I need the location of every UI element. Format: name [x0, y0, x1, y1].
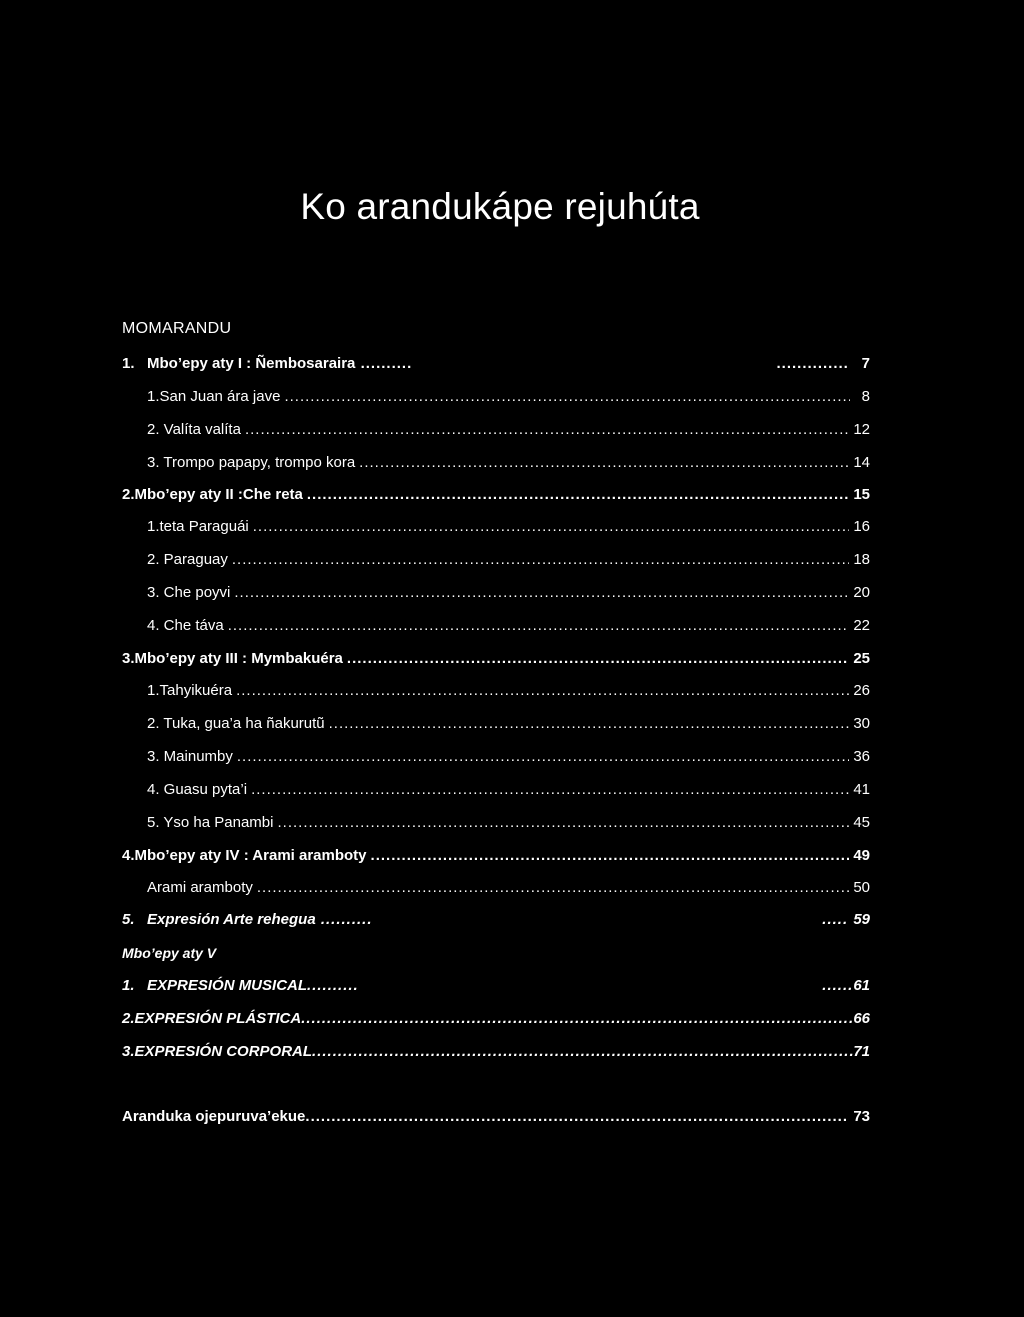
toc-entry-page: 26 [853, 682, 870, 699]
toc-entry-title: 3. Che poyvi [147, 584, 231, 601]
toc-leader-dots [359, 454, 849, 472]
toc-entry-title: Mbo’epy aty I : Ñembosaraira [147, 355, 356, 372]
toc-entry-title: 4. Guasu pyta’i [147, 781, 248, 798]
toc-leader-dots [251, 781, 849, 799]
toc-entry-title: 5. Yso ha Panambi [147, 814, 274, 831]
toc-entry-expression[interactable] [122, 1010, 870, 1028]
toc-entry-title: Aranduka ojepuruva’ekue [122, 1108, 306, 1125]
toc-entry-number: 3. [122, 650, 135, 667]
toc-entry-page: 30 [853, 715, 870, 732]
toc-entry-title: Mbo’epy aty III : Mymbakuéra [134, 650, 343, 667]
toc-entry-page: 22 [853, 617, 870, 634]
toc-entry-unit-5[interactable] [122, 911, 870, 929]
toc-entry-title: 2. Tuka, gua’a ha ñakurutũ [147, 715, 325, 732]
toc-entry-page: 41 [853, 781, 870, 798]
toc-entry-page: 25 [853, 650, 870, 667]
toc-entry-page: 16 [853, 518, 870, 535]
toc-entry-lesson[interactable] [147, 715, 870, 733]
toc-leader-dots [301, 1010, 853, 1028]
toc-entry-title: Mbo’epy aty II :Che reta [134, 486, 303, 503]
toc-leader-dots [347, 650, 849, 668]
toc-entry-bibliography[interactable] [122, 1108, 870, 1126]
toc-entry-unit-4[interactable] [122, 847, 870, 865]
toc-entry-page: 49 [853, 847, 870, 864]
toc-leader-dots: .......... [315, 911, 373, 928]
toc-entry-title: 3. Mainumby [147, 748, 233, 765]
toc-entry-title: 1.San Juan ára jave [147, 388, 281, 405]
toc-entry-lesson[interactable] [147, 682, 870, 700]
toc-entry-title: 2. Valíta valíta [147, 421, 241, 438]
page-title: Ko arandukápe rejuhúta [300, 186, 700, 227]
toc-entry-number: 3. [122, 1043, 135, 1060]
toc-entry-title: 4. Che táva [147, 617, 224, 634]
toc-entry-lesson[interactable] [147, 879, 870, 897]
toc-entry-title: 1.teta Paraguái [147, 518, 249, 535]
toc-leader-dots [245, 421, 849, 439]
toc-entry-title: EXPRESIÓN MUSICAL [147, 977, 308, 994]
toc-entry-title: 1.Tahyikuéra [147, 682, 233, 699]
toc-entry-number: 1. [122, 977, 135, 994]
toc-entry-lesson[interactable] [147, 814, 870, 832]
toc-entry-unit-2[interactable] [122, 486, 870, 504]
toc-entry-title: 2. Paraguay [147, 551, 228, 568]
toc-entry-page: 45 [853, 814, 870, 831]
toc-entry-page: 36 [853, 748, 870, 765]
toc-entry-lesson[interactable] [147, 617, 870, 635]
toc-leader-dots: ...... [822, 977, 854, 994]
section-label: MOMARANDU [122, 320, 232, 337]
toc-entry-page: 8 [861, 388, 870, 405]
toc-entry-title: EXPRESIÓN CORPORAL [134, 1043, 313, 1060]
subheading: Mbo’epy aty V [122, 945, 217, 961]
toc-leader-dots: .............. [776, 355, 854, 372]
toc-entry-lesson[interactable] [147, 584, 870, 602]
toc-entry-page: 18 [853, 551, 870, 568]
toc-entry-title: Expresión Arte rehegua [147, 911, 316, 928]
toc-entry-expression[interactable] [122, 1043, 870, 1061]
toc-entry-page: 50 [853, 879, 870, 896]
toc-leader-dots [232, 551, 849, 569]
toc-entry-title: Arami aramboty [147, 879, 253, 896]
toc-entry-unit-1[interactable] [122, 355, 870, 373]
toc-entry-title: 3. Trompo papapy, trompo kora [147, 454, 356, 471]
toc-entry-page: 73 [853, 1108, 870, 1125]
toc-leader-dots [371, 847, 850, 865]
toc-leader-dots [234, 584, 849, 602]
toc-leader-dots [312, 1043, 853, 1061]
toc-entry-page: 61 [853, 977, 870, 994]
toc-entry-number: 4. [122, 847, 135, 864]
toc-leader-dots [228, 617, 850, 635]
toc-leader-dots [236, 682, 849, 700]
toc-entry-unit-3[interactable] [122, 650, 870, 668]
toc-entry-lesson[interactable] [147, 454, 870, 472]
toc-entry-lesson[interactable] [147, 388, 870, 406]
toc-entry-page: 20 [853, 584, 870, 601]
toc-entry-page: 15 [853, 486, 870, 503]
toc-leader-dots [329, 715, 850, 733]
toc-leader-dots [237, 748, 849, 766]
toc-entry-page: 59 [853, 911, 870, 928]
toc-leader-dots [257, 879, 849, 897]
toc-entry-page: 12 [853, 421, 870, 438]
toc-entry-title: Mbo’epy aty IV : Arami aramboty [134, 847, 367, 864]
toc-entry-lesson[interactable] [147, 518, 870, 536]
toc-entry-lesson[interactable] [147, 421, 870, 439]
toc-leader-dots: .......... [355, 355, 413, 372]
toc-entry-lesson[interactable] [147, 781, 870, 799]
toc-entry-lesson[interactable] [147, 551, 870, 569]
toc-entry-page: 71 [853, 1043, 870, 1060]
toc-leader-dots: .......... [307, 977, 359, 994]
toc-entry-number: 2. [122, 486, 135, 503]
toc-leader-dots [253, 518, 850, 536]
toc-entry-expression[interactable] [122, 977, 870, 995]
toc-entry-number: 2. [122, 1010, 135, 1027]
toc-entry-page: 7 [861, 355, 870, 372]
toc-entry-lesson[interactable] [147, 748, 870, 766]
toc-leader-dots: ..... [822, 911, 854, 928]
toc-leader-dots [307, 486, 849, 504]
toc-leader-dots [305, 1108, 849, 1126]
toc-entry-number: 1. [122, 355, 135, 372]
toc-entry-page: 66 [853, 1010, 870, 1027]
toc-leader-dots [284, 388, 850, 406]
toc-leader-dots [277, 814, 849, 832]
toc-entry-title: EXPRESIÓN PLÁSTICA [134, 1010, 302, 1027]
toc-entry-page: 14 [853, 454, 870, 471]
toc-entry-number: 5. [122, 911, 135, 928]
